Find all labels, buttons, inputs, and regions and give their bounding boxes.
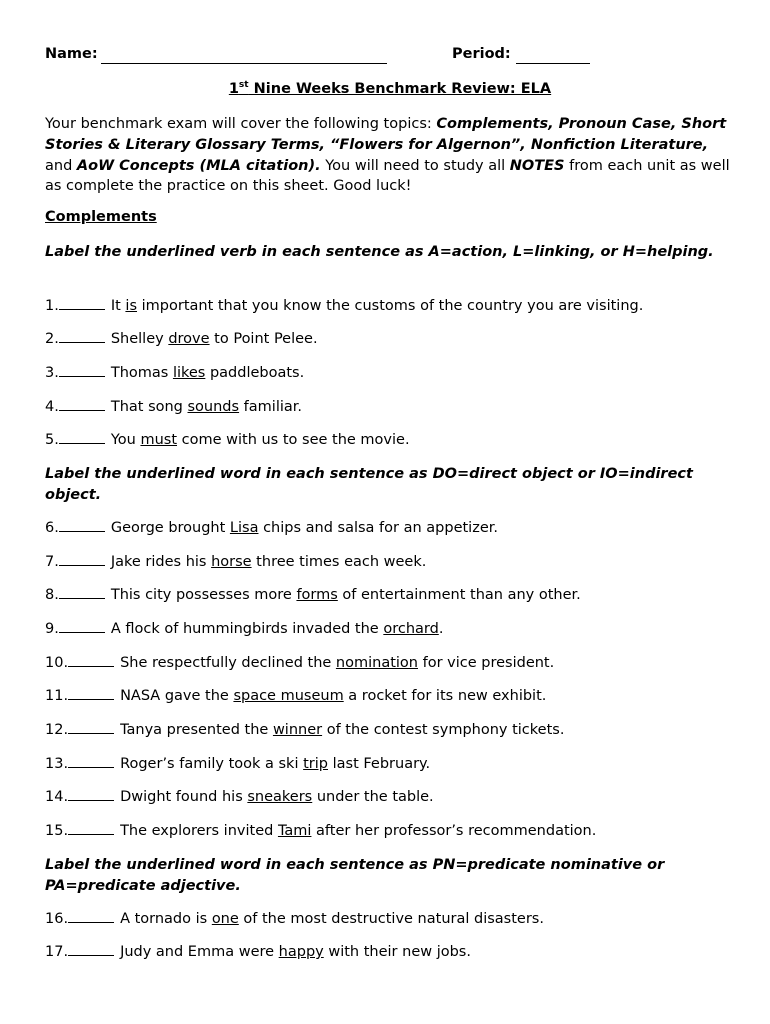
underlined-word: drove	[168, 331, 210, 347]
sentence-text: important that you know the customs of the country you are visiting.	[137, 298, 644, 314]
question-number: 14.	[45, 789, 69, 805]
sentence-text: That song	[110, 399, 188, 415]
sentence-text: This city possesses more	[110, 587, 297, 603]
question-row	[45, 687, 735, 704]
question-number: 11.	[45, 688, 69, 704]
answer-blank[interactable]	[68, 943, 114, 956]
sentence-text: The explorers invited	[120, 823, 278, 839]
period-blank[interactable]	[516, 63, 590, 64]
underlined-word: likes	[172, 365, 206, 381]
answer-blank[interactable]	[68, 755, 114, 768]
title-superscript: st	[238, 80, 249, 90]
sentence-text: You	[110, 432, 141, 448]
question-row	[45, 297, 735, 314]
sentence-text: under the table.	[312, 789, 434, 805]
question-number: 16.	[45, 911, 69, 927]
name-label: Name:	[45, 46, 98, 62]
answer-blank[interactable]	[59, 620, 105, 633]
answer-blank[interactable]	[68, 721, 114, 734]
sentence-text: familiar.	[239, 399, 303, 415]
section-heading: Complements	[45, 209, 157, 225]
question-number: 8.	[45, 587, 59, 603]
title-text: Nine Weeks Benchmark Review: ELA	[248, 80, 552, 97]
intro-text: from each unit as well as complete the practice on this sheet. Good luck!	[45, 157, 730, 195]
sentence-text: chips and salsa for an appetizer.	[258, 520, 498, 536]
underlined-word: forms	[296, 587, 338, 603]
question-number: 9.	[45, 621, 59, 637]
question-number: 12.	[45, 722, 69, 738]
sentence-text: NASA gave the	[120, 688, 234, 704]
underlined-word: Tami	[277, 823, 312, 839]
sentence-text: of the most destructive natural disasters.	[238, 911, 544, 927]
sentence-text: for vice president.	[418, 655, 555, 671]
answer-blank[interactable]	[68, 788, 114, 801]
intro-notes: NOTES	[509, 157, 565, 174]
sentence-text: Thomas	[110, 365, 173, 381]
sentence-text: Roger’s family took a ski	[120, 756, 304, 772]
underlined-word: space museum	[233, 688, 344, 704]
sentence-text: of the contest symphony tickets.	[322, 722, 565, 738]
answer-blank[interactable]	[68, 822, 114, 835]
sentence-text: paddleboats.	[205, 365, 305, 381]
underlined-word: is	[125, 298, 138, 314]
underlined-word: nomination	[335, 655, 418, 671]
question-row	[45, 586, 735, 603]
answer-blank[interactable]	[59, 553, 105, 566]
question-row	[45, 364, 735, 381]
sentence-text: of entertainment than any other.	[337, 587, 581, 603]
underlined-word: one	[211, 911, 239, 927]
question-row	[45, 620, 735, 637]
sentence-text: three times each week.	[251, 554, 427, 570]
question-row	[45, 943, 735, 960]
sentence-text: She respectfully declined the	[120, 655, 336, 671]
question-row	[45, 721, 735, 738]
sentence-text: .	[438, 621, 444, 637]
answer-blank[interactable]	[59, 586, 105, 599]
question-row	[45, 788, 735, 805]
question-row	[45, 755, 735, 772]
question-number: 3.	[45, 365, 59, 381]
intro-topics: AoW Concepts (MLA citation).	[76, 157, 321, 174]
question-number: 15.	[45, 823, 69, 839]
sentence-text: A tornado is	[120, 911, 212, 927]
sentence-text: with their new jobs.	[323, 944, 471, 960]
question-row	[45, 553, 735, 570]
question-number: 5.	[45, 432, 59, 448]
question-number: 2.	[45, 331, 59, 347]
underlined-word: sounds	[187, 399, 240, 415]
answer-blank[interactable]	[68, 910, 114, 923]
question-row	[45, 330, 735, 347]
instruction-2: Label the underlined word in each sentence as DO=direct object or IO=indirect object.	[45, 466, 693, 503]
sentence-text: come with us to see the movie.	[177, 432, 410, 448]
intro-text: You will need to study all	[320, 157, 510, 174]
sentence-text: after her professor’s recommendation.	[311, 823, 597, 839]
question-row	[45, 431, 735, 448]
answer-blank[interactable]	[68, 687, 114, 700]
intro-topics: Complements, Pronoun Case, Short Stories & Literary Glossary Terms, “Flowers for Algernon”, Nonfiction Literature,	[45, 116, 727, 153]
question-row	[45, 822, 735, 839]
underlined-word: horse	[211, 554, 252, 570]
underlined-word: must	[140, 432, 178, 448]
question-number: 1.	[45, 298, 59, 314]
intro-text: and	[45, 157, 77, 174]
underlined-word: winner	[272, 722, 323, 738]
question-number: 7.	[45, 554, 59, 570]
underlined-word: happy	[278, 944, 324, 960]
header-row	[45, 46, 735, 68]
sentence-text: It	[110, 298, 126, 314]
period-label: Period:	[452, 46, 511, 62]
question-number: 13.	[45, 756, 69, 772]
page-title	[45, 80, 735, 97]
underlined-word: trip	[303, 756, 328, 772]
answer-blank[interactable]	[59, 297, 105, 310]
sentence-text: Jake rides his	[110, 554, 212, 570]
question-row	[45, 654, 735, 671]
instruction-3: Label the underlined word in each sentence as PN=predicate nominative or PA=predicate adjective.	[45, 857, 665, 894]
question-row	[45, 910, 735, 927]
underlined-word: orchard	[383, 621, 439, 637]
underlined-word: sneakers	[247, 789, 313, 805]
question-row	[45, 398, 735, 415]
sentence-text: last February.	[328, 756, 431, 772]
intro-paragraph	[45, 114, 735, 197]
answer-blank[interactable]	[68, 654, 114, 667]
sentence-text: Tanya presented the	[120, 722, 273, 738]
underlined-word: Lisa	[229, 520, 259, 536]
question-number: 6.	[45, 520, 59, 536]
sentence-text: A flock of hummingbirds invaded the	[110, 621, 384, 637]
sentence-text: Judy and Emma were	[120, 944, 279, 960]
question-number: 17.	[45, 944, 69, 960]
sentence-text: to Point Pelee.	[209, 331, 318, 347]
answer-blank[interactable]	[59, 398, 105, 411]
sentence-text: Shelley	[110, 331, 169, 347]
title-number: 1	[228, 80, 239, 97]
question-row	[45, 519, 735, 536]
intro-text: Your benchmark exam will cover the following topics:	[45, 116, 437, 132]
sentence-text: a rocket for its new exhibit.	[343, 688, 547, 704]
answer-blank[interactable]	[59, 364, 105, 377]
instruction-1: Label the underlined verb in each sentence as A=action, L=linking, or H=helping.	[45, 244, 714, 260]
name-blank[interactable]	[101, 63, 387, 64]
answer-blank[interactable]	[59, 431, 105, 444]
sentence-text: George brought	[110, 520, 230, 536]
question-number: 4.	[45, 399, 59, 415]
answer-blank[interactable]	[59, 330, 105, 343]
answer-blank[interactable]	[59, 519, 105, 532]
question-number: 10.	[45, 655, 69, 671]
sentence-text: Dwight found his	[120, 789, 248, 805]
